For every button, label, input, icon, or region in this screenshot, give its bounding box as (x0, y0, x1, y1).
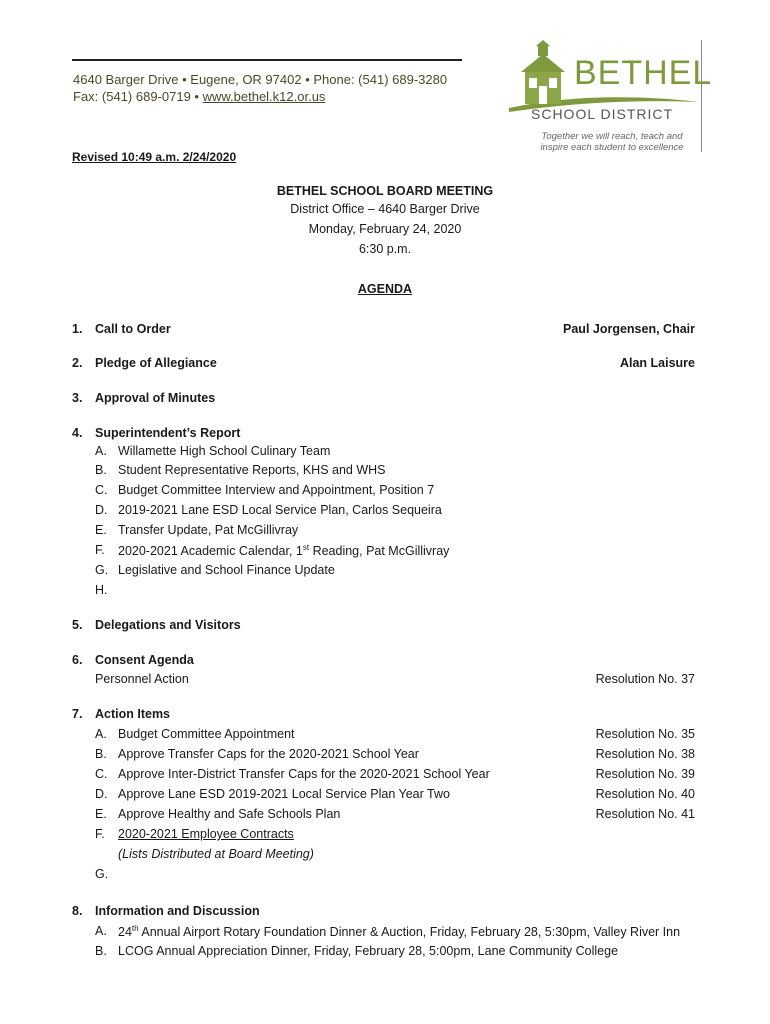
sub-letter: F. (95, 543, 105, 557)
sub-item: Student Representative Reports, KHS and WHS (118, 463, 386, 477)
sub-item-text: Annual Airport Rotary Foundation Dinner & Auction, Friday, February 28, 5:30pm, Valley River Inn (138, 925, 681, 940)
website-link[interactable]: www.bethel.k12.or.us (202, 89, 326, 104)
sub-item: Legislative and School Finance Update (118, 563, 335, 577)
meeting-date: Monday, February 24, 2020 (308, 222, 462, 236)
sub-item: Budget Committee Appointment (118, 727, 295, 741)
sub-letter: D. (95, 503, 108, 517)
sub-letter: A. (95, 727, 107, 741)
sub-item-text: Reading, Pat McGillivray (309, 544, 450, 559)
item-presenter: Paul Jorgensen, Chair (563, 322, 695, 336)
resolution-number: Resolution No. 39 (595, 767, 695, 781)
item-superintendent-report: Superintendent’s Report (95, 426, 241, 440)
sub-letter: G. (95, 867, 109, 881)
sub-letter: G. (95, 563, 109, 577)
sub-letter: B. (95, 747, 107, 761)
sub-letter: H. (95, 583, 108, 597)
meeting-title: BETHEL SCHOOL BOARD MEETING (276, 184, 494, 198)
header-rule (72, 59, 462, 61)
sub-letter: B. (95, 944, 107, 958)
ordinal-suffix: th (131, 924, 139, 933)
item-number: 6. (72, 653, 83, 667)
resolution-number: Resolution No. 37 (595, 672, 695, 686)
item-number: 1. (72, 322, 83, 336)
sub-item: 2019-2021 Lane ESD Local Service Plan, Carlos Sequeira (118, 503, 442, 517)
meeting-time: 6:30 p.m. (358, 242, 412, 256)
sub-item: Transfer Update, Pat McGillivray (118, 523, 299, 537)
sub-letter: E. (95, 523, 107, 537)
sub-item: Approve Inter-District Transfer Caps for the 2020-2021 School Year (118, 767, 490, 781)
sub-item (118, 543, 449, 558)
sub-letter: C. (95, 767, 108, 781)
resolution-number: Resolution No. 40 (595, 787, 695, 801)
sub-letter: A. (95, 444, 107, 458)
employee-contracts-link[interactable]: 2020-2021 Employee Contracts (118, 827, 294, 841)
item-number: 5. (72, 618, 83, 632)
item-call-to-order: Call to Order (95, 322, 171, 336)
sub-item: LCOG Annual Appreciation Dinner, Friday, February 28, 5:00pm, Lane Community College (118, 944, 619, 958)
meeting-location: District Office – 4640 Barger Drive (290, 202, 480, 216)
sub-item: Approve Lane ESD 2019-2021 Local Service Plan Year Two (118, 787, 450, 801)
item-pledge: Pledge of Allegiance (95, 356, 217, 370)
sub-letter: F. (95, 827, 105, 841)
item-consent-agenda: Consent Agenda (95, 653, 194, 667)
agenda-heading: AGENDA (357, 282, 413, 296)
sub-item: Approve Transfer Caps for the 2020-2021 School Year (118, 747, 419, 761)
sub-letter: B. (95, 463, 107, 477)
tagline-line2: inspire each student to excellence (540, 142, 684, 153)
item-minutes: Approval of Minutes (95, 391, 216, 405)
sub-letter: D. (95, 787, 108, 801)
tagline-line1: Together we will reach, teach and (541, 131, 683, 142)
fax-line (73, 89, 325, 104)
item-presenter: Alan Laisure (619, 356, 695, 370)
logo-name: BETHEL (574, 54, 713, 92)
sub-item-text: 24 (118, 925, 132, 940)
sub-letter: E. (95, 807, 107, 821)
logo-subtitle: SCHOOL DISTRICT (531, 106, 674, 122)
revised-note: Revised 10:49 a.m. 2/24/2020 (72, 150, 237, 164)
ordinal-suffix: st (302, 543, 310, 552)
item-action-items: Action Items (95, 707, 171, 721)
sub-letter: A. (95, 924, 107, 938)
sub-item (118, 924, 680, 939)
consent-line: Personnel Action (95, 672, 189, 686)
sub-letter: C. (95, 483, 108, 497)
sub-item-text: 2020-2021 Academic Calendar, 1 (118, 544, 303, 559)
sub-item: Willamette High School Culinary Team (118, 444, 331, 458)
item-delegations: Delegations and Visitors (95, 618, 241, 632)
fax-text: Fax: (541) 689-0719 • (73, 89, 203, 104)
resolution-number: Resolution No. 38 (595, 747, 695, 761)
item-number: 4. (72, 426, 83, 440)
sub-item: Budget Committee Interview and Appointment, Position 7 (118, 483, 435, 497)
resolution-number: Resolution No. 35 (595, 727, 695, 741)
resolution-number: Resolution No. 41 (595, 807, 695, 821)
sub-item: Approve Healthy and Safe Schools Plan (118, 807, 341, 821)
item-number: 2. (72, 356, 83, 370)
item-number: 8. (72, 904, 83, 918)
address-line: 4640 Barger Drive • Eugene, OR 97402 • Phone: (541) 689-3280 (73, 72, 448, 87)
item-number: 3. (72, 391, 83, 405)
item-number: 7. (72, 707, 83, 721)
item-information-discussion: Information and Discussion (95, 904, 260, 918)
sub-item-note: (Lists Distributed at Board Meeting) (118, 847, 314, 861)
